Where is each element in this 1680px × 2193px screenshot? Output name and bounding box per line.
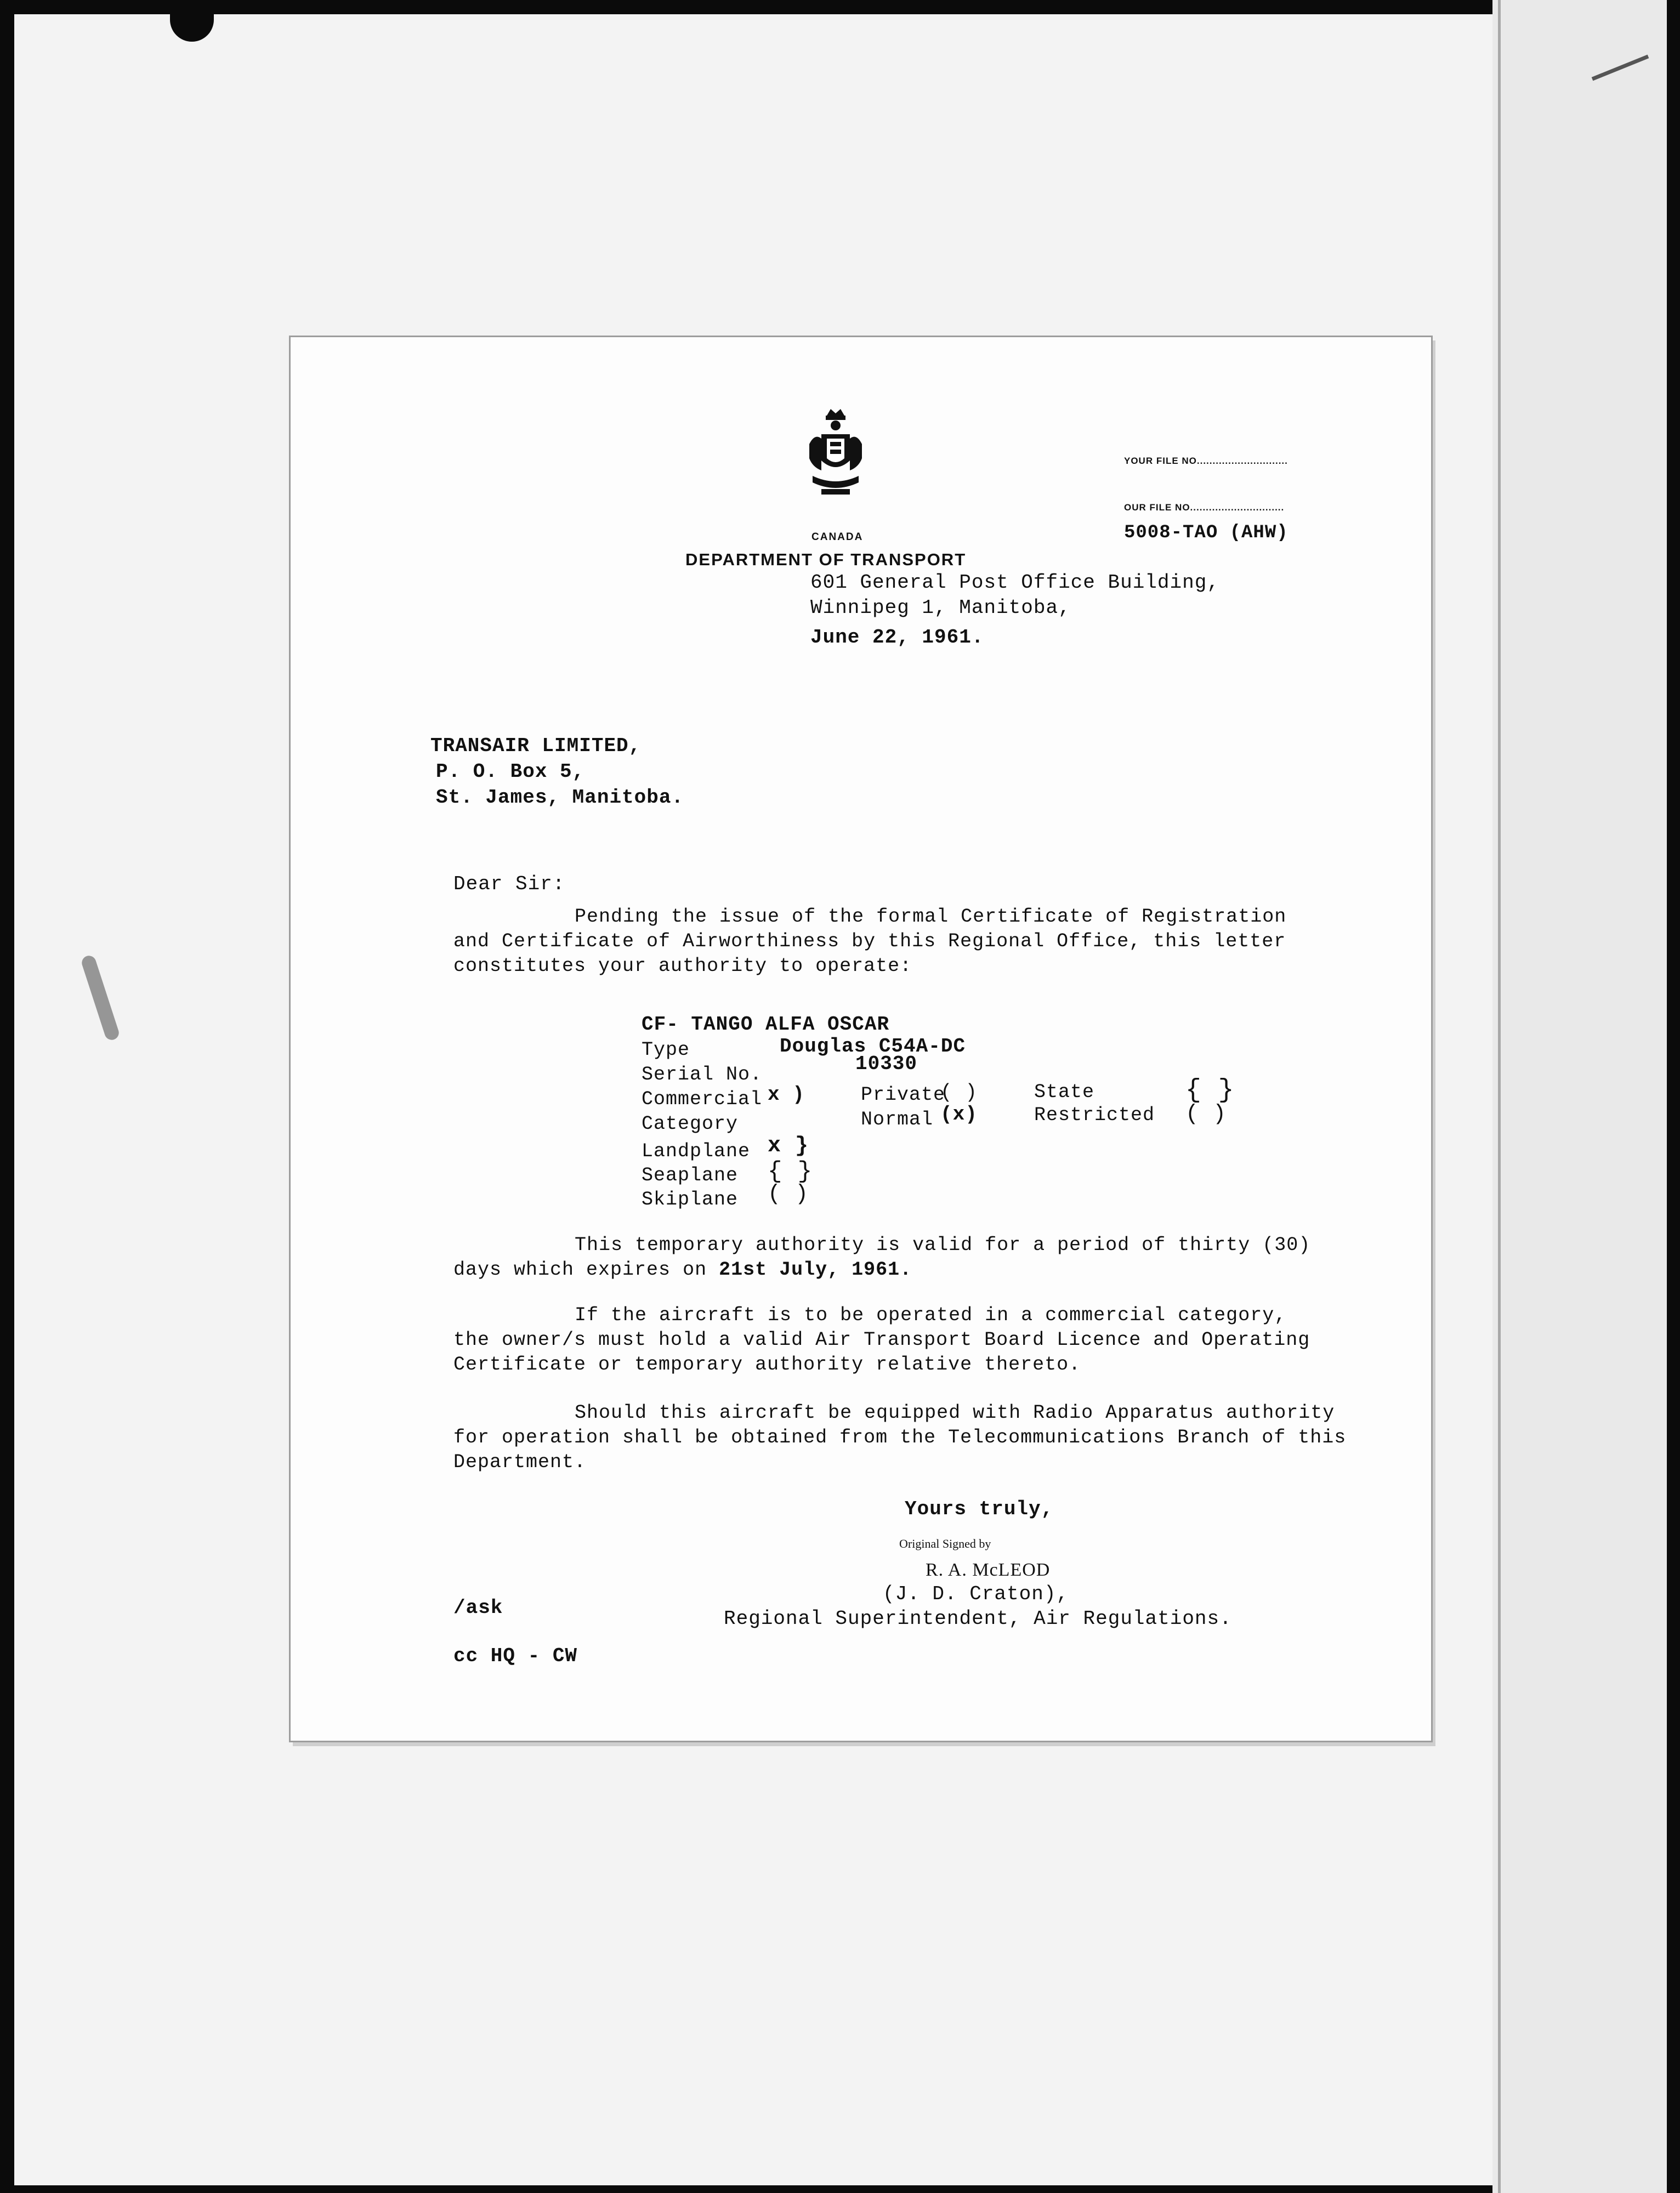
paragraph-line: constitutes your authority to operate: xyxy=(453,955,912,977)
serial-label: Serial No. xyxy=(642,1064,763,1086)
commercial-label: Commercial xyxy=(642,1088,763,1110)
signer-title: Regional Superintendent, Air Regulations. xyxy=(724,1607,1232,1630)
scan-backing-sheet xyxy=(1492,0,1680,2193)
recipient-name: TRANSAIR LIMITED, xyxy=(430,735,642,757)
your-file-number-label: YOUR FILE NO............................. xyxy=(1124,456,1288,466)
restricted-label: Restricted xyxy=(1034,1104,1155,1126)
type-value: Douglas C54A-DC xyxy=(780,1035,966,1058)
paragraph-line xyxy=(453,1260,912,1280)
recipient-address-line: St. James, Manitoba. xyxy=(436,786,684,809)
private-checkbox: ( ) xyxy=(940,1081,978,1104)
landplane-checkbox: x } xyxy=(768,1134,809,1158)
skiplane-checkbox: ( ) xyxy=(768,1182,809,1207)
paragraph-line: for operation shall be obtained from the Telecommunications Branch of this xyxy=(453,1427,1347,1448)
signer-name: R. A. McLEOD xyxy=(926,1560,1051,1580)
paragraph-line: Certificate or temporary authority relative thereto. xyxy=(453,1354,1081,1376)
scan-border-top xyxy=(0,0,1680,14)
paragraph-line: the owner/s must hold a valid Air Transport Board Licence and Operating xyxy=(453,1329,1310,1351)
normal-checkbox: (x) xyxy=(940,1103,978,1126)
letter-date: June 22, 1961. xyxy=(810,626,984,649)
scan-border-left xyxy=(0,0,14,2193)
aircraft-registration: CF- TANGO ALFA OSCAR xyxy=(642,1013,890,1036)
our-file-number-label: OUR FILE NO.............................. xyxy=(1124,502,1285,513)
skiplane-label: Skiplane xyxy=(642,1189,739,1211)
scan-border-right xyxy=(1667,0,1680,2193)
category-label: Category xyxy=(642,1113,739,1135)
paragraph-line: This temporary authority is valid for a period of thirty (30) xyxy=(575,1234,1311,1256)
landplane-label: Landplane xyxy=(642,1140,751,1162)
commercial-checkbox: x ) xyxy=(768,1083,805,1106)
sender-address-line: 601 General Post Office Building, xyxy=(810,571,1219,594)
closing: Yours truly, xyxy=(905,1498,1054,1520)
expiry-prefix: days which expires on xyxy=(453,1259,719,1281)
normal-label: Normal xyxy=(861,1109,934,1130)
our-file-number: 5008-TAO (AHW) xyxy=(1124,522,1289,543)
seaplane-checkbox: { } xyxy=(768,1158,813,1185)
type-label: Type xyxy=(642,1039,690,1061)
recipient-address-line: P. O. Box 5, xyxy=(436,760,585,783)
serial-value: 10330 xyxy=(855,1053,918,1075)
paragraph-line: Pending the issue of the formal Certificate of Registration xyxy=(575,906,1287,928)
scan-smudge xyxy=(80,954,121,1042)
signer-on-behalf: (J. D. Craton), xyxy=(883,1583,1069,1605)
state-checkbox: { } xyxy=(1185,1076,1235,1105)
paragraph-line: Department. xyxy=(453,1451,587,1473)
restricted-checkbox: ( ) xyxy=(1185,1102,1227,1127)
paragraph-line: and Certificate of Airworthiness by this Regional Office, this letter xyxy=(453,930,1286,952)
carbon-copy-line: cc HQ - CW xyxy=(453,1645,578,1667)
paragraph-line: Should this aircraft be equipped with Radio Apparatus authority xyxy=(575,1402,1335,1424)
paragraph-line: If the aircraft is to be operated in a commercial category, xyxy=(575,1304,1287,1326)
country-label: CANADA xyxy=(811,531,864,543)
original-signed-stamp: Original Signed by xyxy=(899,1537,991,1550)
scan-sheet-edge xyxy=(1498,0,1501,2193)
typist-initials: /ask xyxy=(453,1597,503,1619)
salutation: Dear Sir: xyxy=(453,873,565,895)
seaplane-label: Seaplane xyxy=(642,1164,739,1186)
department-label: DEPARTMENT OF TRANSPORT xyxy=(685,550,967,569)
private-label: Private xyxy=(861,1084,946,1106)
coat-of-arms-icon xyxy=(805,406,866,499)
state-label: State xyxy=(1034,1081,1095,1103)
expiry-date: 21st July, 1961. xyxy=(719,1259,912,1281)
letter-sheet xyxy=(291,337,1431,1741)
sender-address-line: Winnipeg 1, Manitoba, xyxy=(810,596,1071,619)
scan-border-bottom xyxy=(0,2185,1680,2193)
scan-speck xyxy=(170,14,214,42)
